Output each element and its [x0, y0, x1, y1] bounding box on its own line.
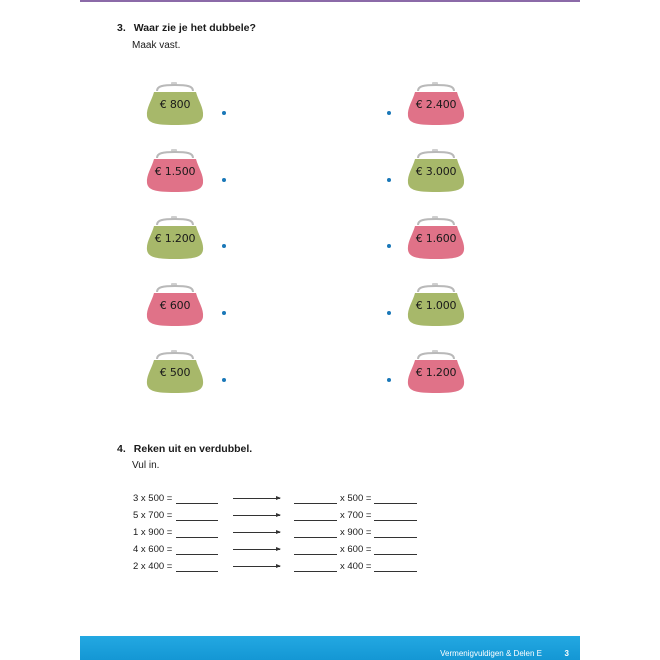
answer-blank-right[interactable]: [374, 503, 417, 504]
multiplier-blank[interactable]: [294, 520, 337, 521]
question-4-instruction: Vul in.: [132, 460, 160, 471]
match-dot-left-4[interactable]: [222, 311, 226, 315]
answer-blank-left[interactable]: [176, 520, 218, 521]
calc-left-expression: 4 x 600 =: [133, 544, 173, 555]
purse-amount: € 2.400: [415, 98, 457, 111]
arrow-icon: [233, 549, 280, 550]
purse-right-4[interactable]: [406, 283, 466, 327]
purse-right-3[interactable]: [406, 216, 466, 260]
purse-amount: € 500: [159, 366, 191, 379]
purse-amount: € 1.600: [415, 232, 457, 245]
calc-row: [133, 510, 433, 524]
match-dot-right-5[interactable]: [387, 378, 391, 382]
calc-left-expression: 2 x 400 =: [133, 561, 173, 572]
calc-left-expression: 5 x 700 =: [133, 510, 173, 521]
purse-left-2[interactable]: [145, 149, 205, 193]
arrow-icon: [233, 498, 280, 499]
answer-blank-left[interactable]: [176, 537, 218, 538]
question-3-number: 3.: [117, 22, 126, 34]
answer-blank-right[interactable]: [374, 537, 417, 538]
question-4-text: Reken uit en verdubbel.: [133, 443, 253, 455]
calc-right-expression: x 900 =: [340, 527, 372, 538]
calc-right-expression: x 600 =: [340, 544, 372, 555]
arrow-icon: [233, 515, 280, 516]
match-dot-left-5[interactable]: [222, 378, 226, 382]
question-3-instruction: Maak vast.: [132, 40, 181, 51]
purse-amount: € 600: [159, 299, 191, 312]
calc-row: [133, 527, 433, 541]
calc-left-expression: 3 x 500 =: [133, 493, 173, 504]
match-dot-right-4[interactable]: [387, 311, 391, 315]
calc-right-expression: x 700 =: [340, 510, 372, 521]
purse-left-5[interactable]: [145, 350, 205, 394]
calc-right-expression: x 500 =: [340, 493, 372, 504]
answer-blank-left[interactable]: [176, 554, 218, 555]
calc-left-expression: 1 x 900 =: [133, 527, 173, 538]
match-dot-left-3[interactable]: [222, 244, 226, 248]
match-dot-left-2[interactable]: [222, 178, 226, 182]
question-3-text: Waar zie je het dubbele?: [133, 22, 256, 34]
purse-amount: € 1.200: [415, 366, 457, 379]
multiplier-blank[interactable]: [294, 503, 337, 504]
multiplier-blank[interactable]: [294, 554, 337, 555]
match-dot-right-2[interactable]: [387, 178, 391, 182]
calc-row: [133, 493, 433, 507]
purse-left-3[interactable]: [145, 216, 205, 260]
answer-blank-right[interactable]: [374, 520, 417, 521]
calc-row: [133, 561, 433, 575]
answer-blank-left[interactable]: [176, 503, 218, 504]
multiplier-blank[interactable]: [294, 571, 337, 572]
answer-blank-right[interactable]: [374, 554, 417, 555]
question-4-title: [117, 443, 252, 455]
top-rule: [80, 0, 580, 2]
footer-bar: [80, 636, 580, 660]
match-dot-right-1[interactable]: [387, 111, 391, 115]
answer-blank-right[interactable]: [374, 571, 417, 572]
calc-right-expression: x 400 =: [340, 561, 372, 572]
purse-amount: € 1.200: [154, 232, 196, 245]
purse-amount: € 800: [159, 98, 191, 111]
question-3-title: [117, 22, 256, 34]
page-number: 3: [564, 649, 569, 658]
footer-title: Vermenigvuldigen & Delen E: [440, 649, 542, 658]
purse-amount: € 3.000: [415, 165, 457, 178]
arrow-icon: [233, 532, 280, 533]
purse-amount: € 1.000: [415, 299, 457, 312]
purse-left-1[interactable]: [145, 82, 205, 126]
arrow-icon: [233, 566, 280, 567]
calc-row: [133, 544, 433, 558]
match-dot-right-3[interactable]: [387, 244, 391, 248]
multiplier-blank[interactable]: [294, 537, 337, 538]
purse-right-2[interactable]: [406, 149, 466, 193]
answer-blank-left[interactable]: [176, 571, 218, 572]
question-4-number: 4.: [117, 443, 126, 455]
purse-right-5[interactable]: [406, 350, 466, 394]
match-dot-left-1[interactable]: [222, 111, 226, 115]
purse-right-1[interactable]: [406, 82, 466, 126]
purse-left-4[interactable]: [145, 283, 205, 327]
purse-amount: € 1.500: [154, 165, 196, 178]
